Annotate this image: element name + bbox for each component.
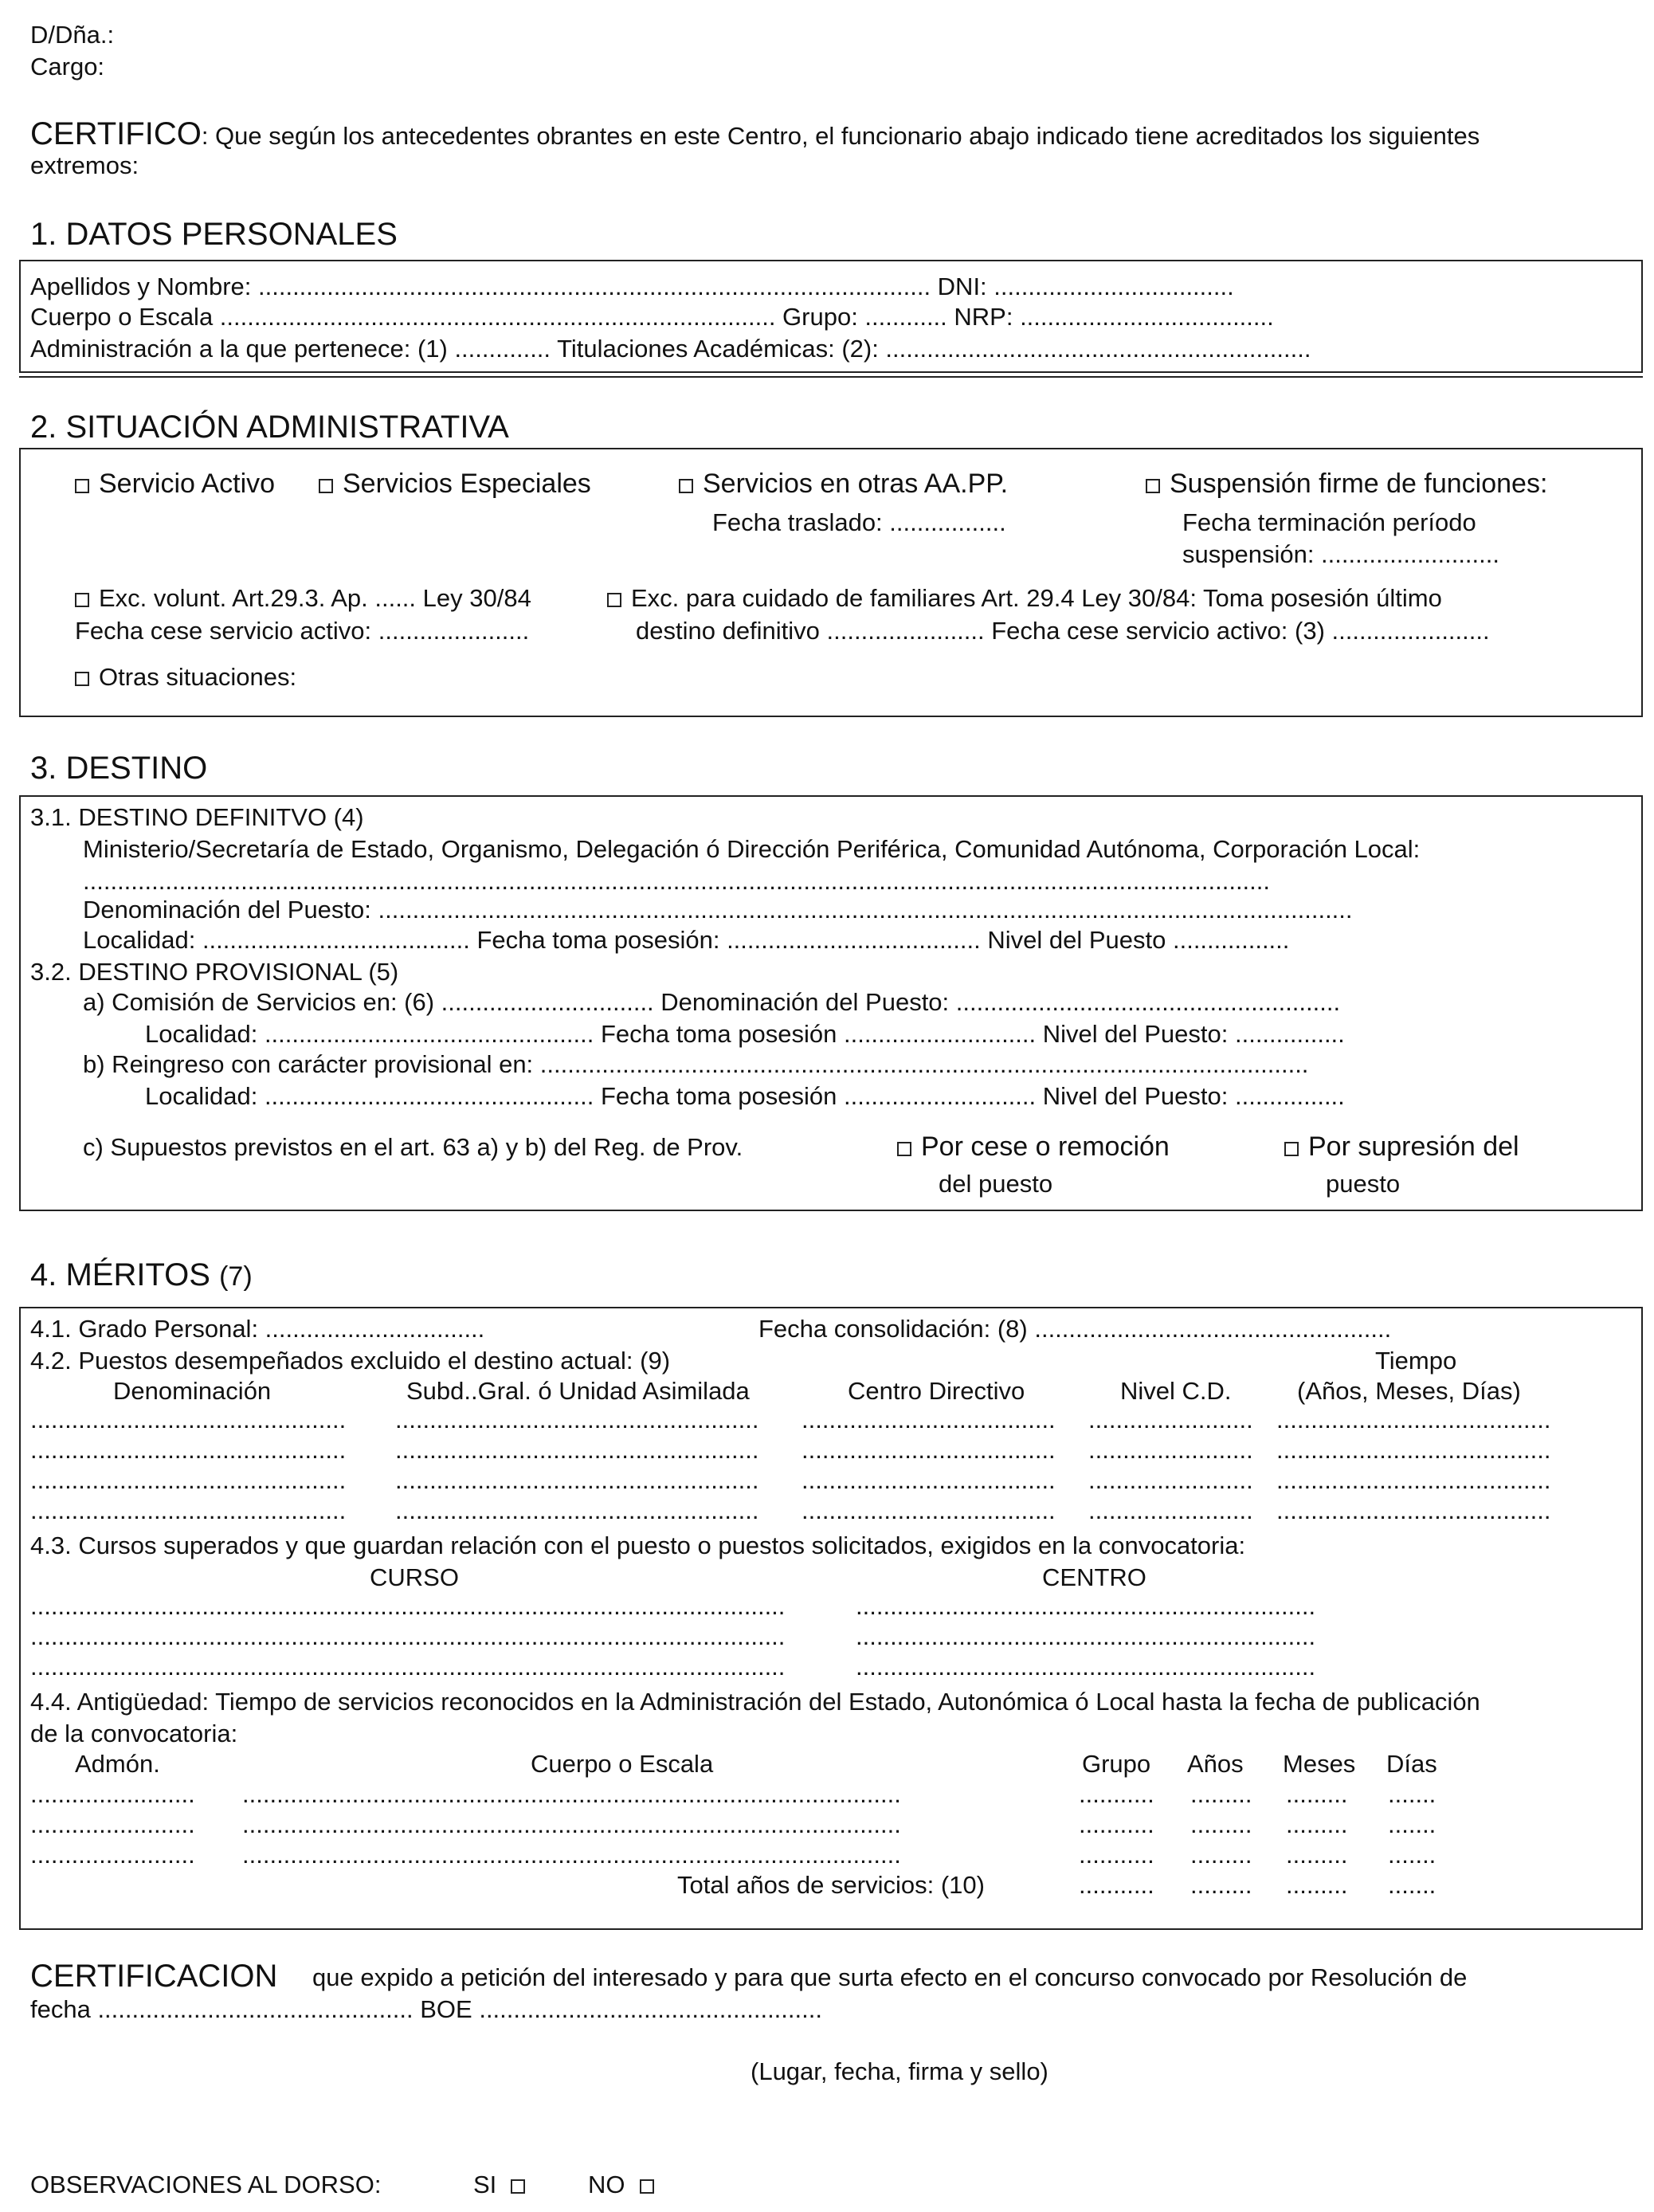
col-centro: CENTRO: [1042, 1563, 1146, 1591]
col-tiempo: (Años, Meses, Días): [1297, 1377, 1521, 1405]
section-1-title: 1. DATOS PERSONALES: [30, 217, 398, 252]
col-anos: Años: [1187, 1750, 1244, 1778]
certificacion-text: que expido a petición del interesado y para que surta efecto en el concurso convocado por Resolución de: [312, 1963, 1468, 1991]
checkbox-icon[interactable]: [1146, 479, 1160, 493]
opt-exc-volunt[interactable]: Exc. volunt. Art.29.3. Ap. ...... Ley 30/84: [75, 586, 531, 610]
d32-reingreso: b) Reingreso con carácter provisional en: ................................................................................................................: [83, 1050, 1309, 1078]
destino-definitivo: 3.1. DESTINO DEFINITVO (4): [30, 803, 364, 831]
col-denominacion: Denominación: [113, 1377, 272, 1405]
d32-comision: a) Comisión de Servicios en: (6) ............................... Denominación del Puesto: ........................................................: [83, 988, 1341, 1016]
destino-provisional: 3.2. DESTINO PROVISIONAL (5): [30, 958, 399, 986]
col-centro-directivo: Centro Directivo: [848, 1377, 1025, 1405]
certifico-text-cont: extremos:: [30, 151, 139, 179]
total-anos-label: Total años de servicios: (10): [677, 1871, 985, 1899]
fecha-terminacion: Fecha terminación período: [1182, 508, 1476, 536]
checkbox-icon[interactable]: [897, 1142, 911, 1156]
opt-servicios-especiales[interactable]: Servicios Especiales: [319, 470, 591, 497]
cursos-superados: 4.3. Cursos superados y que guardan relación con el puesto o puestos solicitados, exigidos en la convocatoria:: [30, 1532, 1246, 1559]
fecha-terminacion-cont: suspensión: ..........................: [1182, 540, 1499, 568]
section-2-title: 2. SITUACIÓN ADMINISTRATIVA: [30, 410, 509, 445]
col-dias: Días: [1386, 1750, 1437, 1778]
col-cuerpo-escala: Cuerpo o Escala: [531, 1750, 714, 1778]
opt-servicio-activo[interactable]: Servicio Activo: [75, 470, 275, 497]
checkbox-icon[interactable]: [75, 593, 89, 607]
exc-cuidado-cont: destino definitivo ....................... Fecha cese servicio activo: (3) .......................: [636, 617, 1490, 645]
name-label: D/Dña.:: [30, 21, 115, 49]
fecha-traslado: Fecha traslado: .................: [712, 508, 1006, 536]
supresion-cont: puesto: [1326, 1170, 1401, 1198]
observaciones-si[interactable]: SI: [473, 2172, 535, 2197]
cese-remocion-cont: del puesto: [939, 1170, 1053, 1198]
fecha-boe-line: fecha .............................................. BOE ..................................................: [30, 1995, 822, 2023]
opt-exc-cuidado[interactable]: Exc. para cuidado de familiares Art. 29.4 Ley 30/84: Toma posesión último: [607, 586, 1442, 610]
checkbox-icon[interactable]: [679, 479, 693, 493]
s1-double-rule: [19, 376, 1643, 378]
d32-comision-localidad: Localidad: ................................................ Fecha toma posesión ............................ Nivel del Puesto: ................: [145, 1020, 1345, 1048]
d31-puesto: Denominación del Puesto: ..............................................................................................................................................: [83, 896, 1353, 924]
checkbox-icon[interactable]: [75, 672, 89, 686]
firma-label: (Lugar, fecha, firma y sello): [751, 2057, 1048, 2085]
opt-suspension[interactable]: Suspensión firme de funciones:: [1146, 470, 1547, 497]
s1-line2: Cuerpo o Escala ................................................................................. Grupo: ............ NRP: .....................................: [30, 303, 1274, 331]
checkbox-icon[interactable]: [607, 593, 621, 607]
d31-dots: .............................................................................................................................................................................: [83, 867, 1271, 895]
opt-cese-remocion[interactable]: Por cese o remoción: [897, 1133, 1170, 1160]
position-label: Cargo:: [30, 53, 105, 80]
checkbox-icon[interactable]: [511, 2179, 525, 2194]
certifico-text: : Que según los antecedentes obrantes en este Centro, el funcionario abajo indicado tiene acreditados los siguientes: [201, 122, 1480, 150]
antiguedad: 4.4. Antigüedad: Tiempo de servicios reconocidos en la Administración del Estado, Autonómica ó Local hasta la fecha de publicación: [30, 1688, 1480, 1716]
col-admon: Admón.: [75, 1750, 160, 1778]
observaciones-label: OBSERVACIONES AL DORSO:: [30, 2171, 382, 2198]
opt-supresion[interactable]: Por supresión del: [1284, 1133, 1519, 1160]
section-3-title: 3. DESTINO: [30, 751, 208, 786]
d32-reingreso-localidad: Localidad: ................................................ Fecha toma posesión ............................ Nivel del Puesto: ................: [145, 1082, 1345, 1110]
observaciones-no[interactable]: NO: [588, 2172, 664, 2197]
certifico-word: CERTIFICO: [30, 116, 202, 151]
col-curso: CURSO: [370, 1563, 459, 1591]
checkbox-icon[interactable]: [75, 479, 89, 493]
checkbox-icon[interactable]: [1284, 1142, 1299, 1156]
d31-localidad: Localidad: ....................................... Fecha toma posesión: ..................................... Nivel del Puesto .................: [83, 926, 1290, 954]
col-meses: Meses: [1283, 1750, 1356, 1778]
antiguedad-cont: de la convocatoria:: [30, 1720, 238, 1747]
checkbox-icon[interactable]: [640, 2179, 654, 2194]
certificacion-word: CERTIFICACION: [30, 1959, 278, 1994]
certificate-page: D/Dña.: Cargo: CERTIFICO: Que según los antecedentes obrantes en este Centro, el funcionario abajo indicado tiene acreditados los siguientes extremos: 1. DATOS PERSONALES Apellidos y Nombre: .................................................................................................. DNI: ................................... Cuerpo o Escala ................................................................................. Grupo: ............ NRP: ..................................... Administración a la que pertenece: (1) .............. Titulaciones Académicas: (2): .............................................................. 2. SITUACIÓN ADMINISTRATIVA Servicio Activo Servicios Especiales Servicios en otras AA.PP. Suspensión firme de funciones: Fecha traslado: ................. Fecha terminación período suspensión: .......................... Exc. volunt. Art.29.3. Ap. ...... Ley 30/84 Fecha cese servicio activo: ...................... Exc. para cuidado de familiares Art. 29.4 Ley 30/84: Toma posesión último destino definitivo ....................... Fecha cese servicio activo: (3) ....................... Otras situaciones: 3. DESTINO 3.1. DESTINO DEFINITVO (4) Ministerio/Secretaría de Estado, Organismo, Delegación ó Dirección Periférica, Comunidad Autónoma, Corporación Local: ............................................................................................................................................................................. Denominación del Puesto: .............................................................................................................................................. Localidad: ....................................... Fecha toma posesión: ..................................... Nivel del Puesto ................. 3.2. DESTINO PROVISIONAL (5) a) Comisión de Servicios en: (6) ............................... Denominación del Puesto: ........................................................ Localidad: ................................................ Fecha toma posesión ............................ Nivel del Puesto: ................ b) Reingreso con carácter provisional en: ................................................................................................................ Localidad: ................................................ Fecha toma posesión ............................ Nivel del Puesto: ................ c) Supuestos previstos en el art. 63 a) y b) del Reg. de Prov. Por cese o remoción del puesto Por supresión del puesto 4. MÉRITOS (7) 4.1. Grado Personal: ................................ Fecha consolidación: (8) .................................................... 4.2. Puestos desempeñados excluido el destino actual: (9) Tiempo Denominación Subd..Gral. ó Unidad Asimilada Centro Directivo Nivel C.D. (Años, Meses, Días) .............................................. ..................................................... ..................................... ........................ ........................................ .............................................. ..................................................... ..................................... ........................ ........................................ .............................................. ..................................................... ..................................... ........................ ........................................ .............................................. ..................................................... ..................................... ........................ ........................................ 4.3. Cursos superados y que guardan relación con el puesto o puestos solicitados, exigidos en la convocatoria: CURSO CENTRO .............................................................................................................. ................................................................... .............................................................................................................. ................................................................... .............................................................................................................. ................................................................... 4.4. Antigüedad: Tiempo de servicios reconocidos en la Administración del Estado, Autonómica ó Local hasta la fecha de publicación de la convocatoria: Admón. Cuerpo o Escala Grupo Años Meses Días ........................ ................................................................................................ ........... ......... ......... ....... ........................ ................................................................................................ ........... ......... ......... ....... ........................ ................................................................................................ ........... ......... ......... ....... Total años de servicios: (10) ........... ......... ......... ....... CERTIFICACION que expido a petición del interesado y para que surta efecto en el concurso convocado por Resolución de fecha .............................................. BOE .................................................. (Lugar, fecha, firma y sello) OBSERVACIONES AL DORSO: SI NO: [0, 0, 1654, 2212]
opt-servicios-otras-aapp[interactable]: Servicios en otras AA.PP.: [679, 470, 1008, 497]
tiempo-header: Tiempo: [1375, 1347, 1457, 1375]
s1-line3: Administración a la que pertenece: (1) .............. Titulaciones Académicas: (2): ..............................................................: [30, 335, 1311, 363]
fecha-consolidacion: Fecha consolidación: (8) ....................................................: [758, 1315, 1392, 1343]
puestos-desempenados: 4.2. Puestos desempeñados excluido el destino actual: (9): [30, 1347, 671, 1375]
col-grupo: Grupo: [1082, 1750, 1151, 1778]
grado-personal: 4.1. Grado Personal: ................................: [30, 1315, 485, 1343]
col-nivel: Nivel C.D.: [1120, 1377, 1232, 1405]
certifico-paragraph: [30, 118, 1480, 150]
exc-volunt-fecha: Fecha cese servicio activo: ......................: [75, 617, 530, 645]
col-subd: Subd..Gral. ó Unidad Asimilada: [406, 1377, 750, 1405]
checkbox-icon[interactable]: [319, 479, 333, 493]
s1-line1: Apellidos y Nombre: .................................................................................................. DNI: ...................................: [30, 273, 1234, 300]
section-4-title: 4. MÉRITOS (7): [30, 1257, 253, 1292]
d32-supuestos: c) Supuestos previstos en el art. 63 a) y b) del Reg. de Prov.: [83, 1133, 743, 1161]
d31-ministerio: Ministerio/Secretaría de Estado, Organismo, Delegación ó Dirección Periférica, Comunidad Autónoma, Corporación Local:: [83, 835, 1421, 863]
opt-otras-situaciones[interactable]: Otras situaciones:: [75, 665, 296, 689]
